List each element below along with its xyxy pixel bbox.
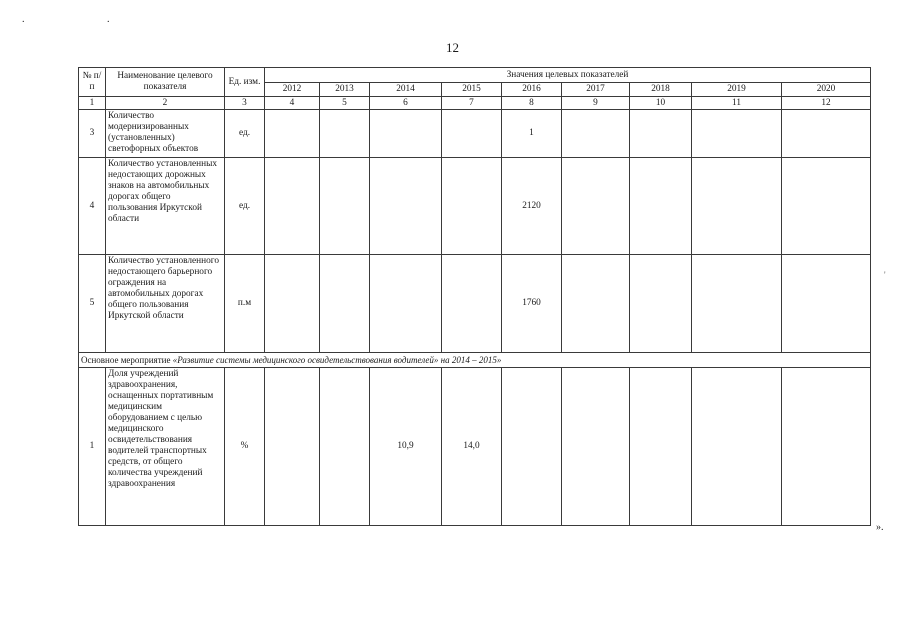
col-number: 4	[265, 97, 320, 110]
col-number: 1	[79, 97, 106, 110]
closing-quote-mark: ».	[876, 522, 884, 533]
header-year: 2012	[265, 83, 320, 97]
row-value	[320, 368, 370, 526]
row-value: 2120	[502, 158, 562, 255]
column-number-row	[79, 97, 871, 110]
header-row-1	[79, 68, 871, 83]
row-indicator-name: Доля учреждений здравоохранения, оснащенных портативным медицинским оборудованием с целью медицинского освидетельствования водителей транспортных средств, от общего количества учреждений здравоохранения	[106, 368, 225, 526]
col-number: 10	[630, 97, 692, 110]
header-year: 2016	[502, 83, 562, 97]
row-value	[265, 368, 320, 526]
row-value	[442, 158, 502, 255]
col-number: 9	[562, 97, 630, 110]
header-year: 2017	[562, 83, 630, 97]
row-unit: п.м	[225, 255, 265, 353]
page-number: 12	[446, 40, 459, 55]
row-indicator-name: Количество установленных недостающих дорожных знаков на автомобильных дорогах общего пользования Иркутской области	[106, 158, 225, 255]
row-value	[630, 110, 692, 158]
section-header-row	[79, 353, 871, 368]
row-value	[782, 110, 871, 158]
row-value	[782, 255, 871, 353]
row-value: 1760	[502, 255, 562, 353]
row-value	[562, 368, 630, 526]
col-number: 6	[370, 97, 442, 110]
header-year: 2013	[320, 83, 370, 97]
row-value	[692, 158, 782, 255]
row-value	[562, 158, 630, 255]
row-value	[782, 368, 871, 526]
row-value	[562, 255, 630, 353]
row-value	[265, 255, 320, 353]
row-value	[562, 110, 630, 158]
header-year: 2014	[370, 83, 442, 97]
section-title: «Развитие системы медицинского освидетельствования водителей» на 2014 – 2015»	[172, 354, 502, 365]
row-value: 10,9	[370, 368, 442, 526]
table-row	[79, 158, 871, 255]
header-year: 2019	[692, 83, 782, 97]
row-unit: ед.	[225, 110, 265, 158]
header-year: 2020	[782, 83, 871, 97]
row-num: 4	[79, 158, 106, 255]
header-values-group: Значения целевых показателей	[265, 68, 871, 83]
header-year: 2018	[630, 83, 692, 97]
row-value	[320, 110, 370, 158]
row-value	[370, 255, 442, 353]
target-indicators-table	[78, 67, 871, 526]
header-unit: Ед. изм.	[225, 68, 265, 97]
scan-edge-mark: '	[884, 270, 886, 280]
row-value	[782, 158, 871, 255]
row-value	[265, 158, 320, 255]
header-name: Наименование целевого показателя	[106, 68, 225, 97]
col-number: 11	[692, 97, 782, 110]
header-num: № п/п	[79, 68, 106, 97]
row-value	[320, 255, 370, 353]
col-number: 12	[782, 97, 871, 110]
row-indicator-name: Количество модернизированных (установленных) светофорных объектов	[106, 110, 225, 158]
scan-specks: . .	[22, 14, 150, 25]
section-prefix: Основное мероприятие	[81, 354, 173, 365]
row-value	[370, 158, 442, 255]
row-value	[692, 110, 782, 158]
col-number: 3	[225, 97, 265, 110]
row-unit: ед.	[225, 158, 265, 255]
section-header	[79, 353, 871, 368]
row-value: 1	[502, 110, 562, 158]
row-value: 14,0	[442, 368, 502, 526]
row-num: 3	[79, 110, 106, 158]
table-row	[79, 368, 871, 526]
row-value	[442, 110, 502, 158]
row-value	[265, 110, 320, 158]
row-num: 5	[79, 255, 106, 353]
col-number: 2	[106, 97, 225, 110]
row-value	[370, 110, 442, 158]
col-number: 5	[320, 97, 370, 110]
row-unit: %	[225, 368, 265, 526]
header-year: 2015	[442, 83, 502, 97]
row-value	[320, 158, 370, 255]
row-value	[630, 255, 692, 353]
row-num: 1	[79, 368, 106, 526]
row-value	[692, 368, 782, 526]
row-indicator-name: Количество установленного недостающего барьерного ограждения на автомобильных дорогах общего пользования Иркутской области	[106, 255, 225, 353]
row-value	[630, 158, 692, 255]
col-number: 8	[502, 97, 562, 110]
row-value	[442, 255, 502, 353]
row-value	[502, 368, 562, 526]
table-row	[79, 110, 871, 158]
col-number: 7	[442, 97, 502, 110]
row-value	[630, 368, 692, 526]
row-value	[692, 255, 782, 353]
table-row	[79, 255, 871, 353]
